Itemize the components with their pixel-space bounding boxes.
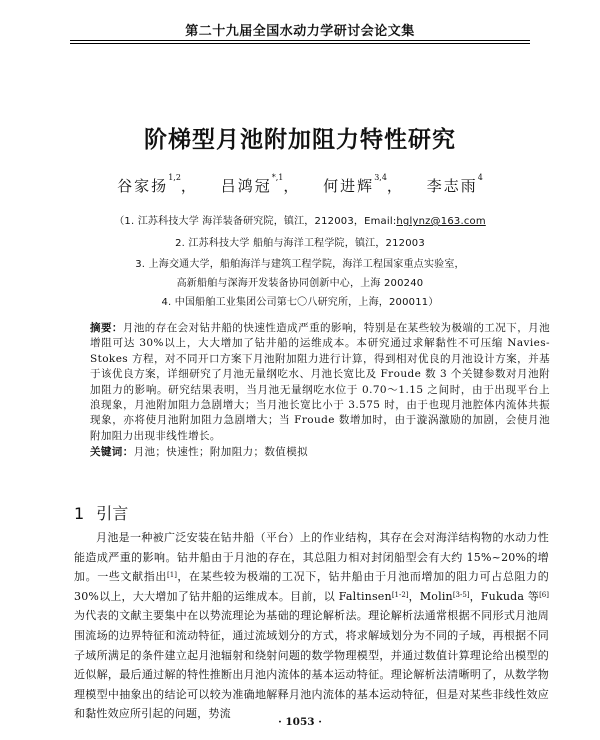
citation: [6] xyxy=(539,590,549,599)
section-number: 1 xyxy=(74,504,85,523)
affiliation-line-5: 4. 中国船舶工业集团公司第七〇八研究所，上海，200011） xyxy=(161,297,439,308)
keywords xyxy=(90,444,550,459)
author-name: 谷家扬 xyxy=(117,177,169,195)
author-affil: 1,2 xyxy=(168,173,181,182)
abstract-label: 摘要： xyxy=(90,322,123,334)
abstract xyxy=(90,321,550,444)
section-heading xyxy=(74,501,128,524)
citation: [3-5] xyxy=(452,590,470,599)
author: 何进辉$^{3,4}$， xyxy=(323,173,404,195)
abstract-text: 月池的存在会对钻井船的快速性造成严重的影响，特别是在某些较为极端的工况下，月池增阻可达 30%以上，大大增加了钻井船的运维成本。本研究通过求解黏性不可压缩 Navies-Stokes 方程，对不同开口方案下月池附加阻力进行计算，得到相对优良的月池设计方案，并基于该优良方案，详细研究了月池无量纲吃水、月池长宽比及 Froude 数 3 个关键参数对月池附加阻力的影响。研究结果表明，当月池无量纲吃水位于 0.70～1.15 之间时，由于出现平台上浪现象，月池附加阻力急剧增大；当月池长宽比小于 3.575 时，由于也现月池腔体内流体共振现象，亦将使月池附加阻力急剧增大；当 Froude 数增加时，由于漩涡激励的加剧，会使月池附加阻力出现非线性增长。 xyxy=(90,322,551,442)
author-affil: 4 xyxy=(477,173,483,182)
author-name: 李志雨 xyxy=(426,177,478,195)
author: 吕鸿冠$^{*,1}$， xyxy=(220,173,301,195)
author: 谷家扬$^{1,2}$， xyxy=(117,173,198,195)
header-rule-top xyxy=(70,40,530,41)
header-rule-bottom xyxy=(70,43,530,44)
email-link[interactable]: hglynz@163.com xyxy=(396,216,486,227)
affiliation-line-4: 高新船舶与深海开发装备协同创新中心，上海 200240 xyxy=(176,278,424,289)
author-list xyxy=(0,175,600,196)
author xyxy=(426,173,483,195)
running-header: 第二十九届全国水动力学研讨会论文集 xyxy=(185,24,415,39)
author-affil: *,1 xyxy=(271,173,284,182)
paper-title: 阶梯型月池附加阻力特性研究 xyxy=(144,127,456,153)
affiliation-line-3: 3. 上海交通大学，船舶海洋与建筑工程学院，海洋工程国家重点实验室， xyxy=(135,259,465,270)
citation: [1-2] xyxy=(391,590,409,599)
body-paragraph: 月池是一种被广泛安装在钻井船（平台）上的作业结构，其存在会对海洋结构物的水动力性能造成严重的影响。钻井船由于月池的存在，其总阻力相对封闭船型会有大约 15%~20%的增加。一些文献指出[1]，在某些较为极端的工况下，钻井船由于月池而增加的阻力可占总阻力的 30%以上，大大增加了钻井船的运维成本。目前，以 Faltinsen[1-2]，Molin[3-5]，Fukuda 等[6]为代表的文献主要集中在以势流理论为基础的理论解析法。理论解析法通常根据不同形式月池周围流场的边界特征和流动特征，通过流域划分的方式，将求解域划分为不同的子域，再根据不同子域所满足的条件建立起月池辐射和绕射问题的数学物理模型，并通过数值计算理论给出模型的近似解，最后通过解的特性推断出月池内流体的基本运动特征。理论解析法清晰明了，从数学物理模型中抽象出的结论可以较为准确地解释月池内流体的基本运动特征，但是对某些非线性效应和黏性效应所引起的问题，势流 xyxy=(74,531,549,721)
affiliation-line-2: 2. 江苏科技大学 船舶与海洋工程学院，镇江，212003 xyxy=(175,238,425,249)
page-number: · 1053 · xyxy=(278,716,322,728)
author-name: 何进辉 xyxy=(323,177,375,195)
citation: [1] xyxy=(167,571,177,580)
keywords-text: 月池；快速性；附加阻力；数值模拟 xyxy=(133,446,309,458)
affiliation-line-1: （1. 江苏科技大学 海洋装备研究院，镇江，212003，Email:hglynz@163.com xyxy=(114,216,486,227)
author-name: 吕鸿冠 xyxy=(220,177,272,195)
section-title: 引言 xyxy=(96,504,129,523)
author-affil: 3,4 xyxy=(374,173,387,182)
keywords-label: 关键词： xyxy=(90,446,134,458)
